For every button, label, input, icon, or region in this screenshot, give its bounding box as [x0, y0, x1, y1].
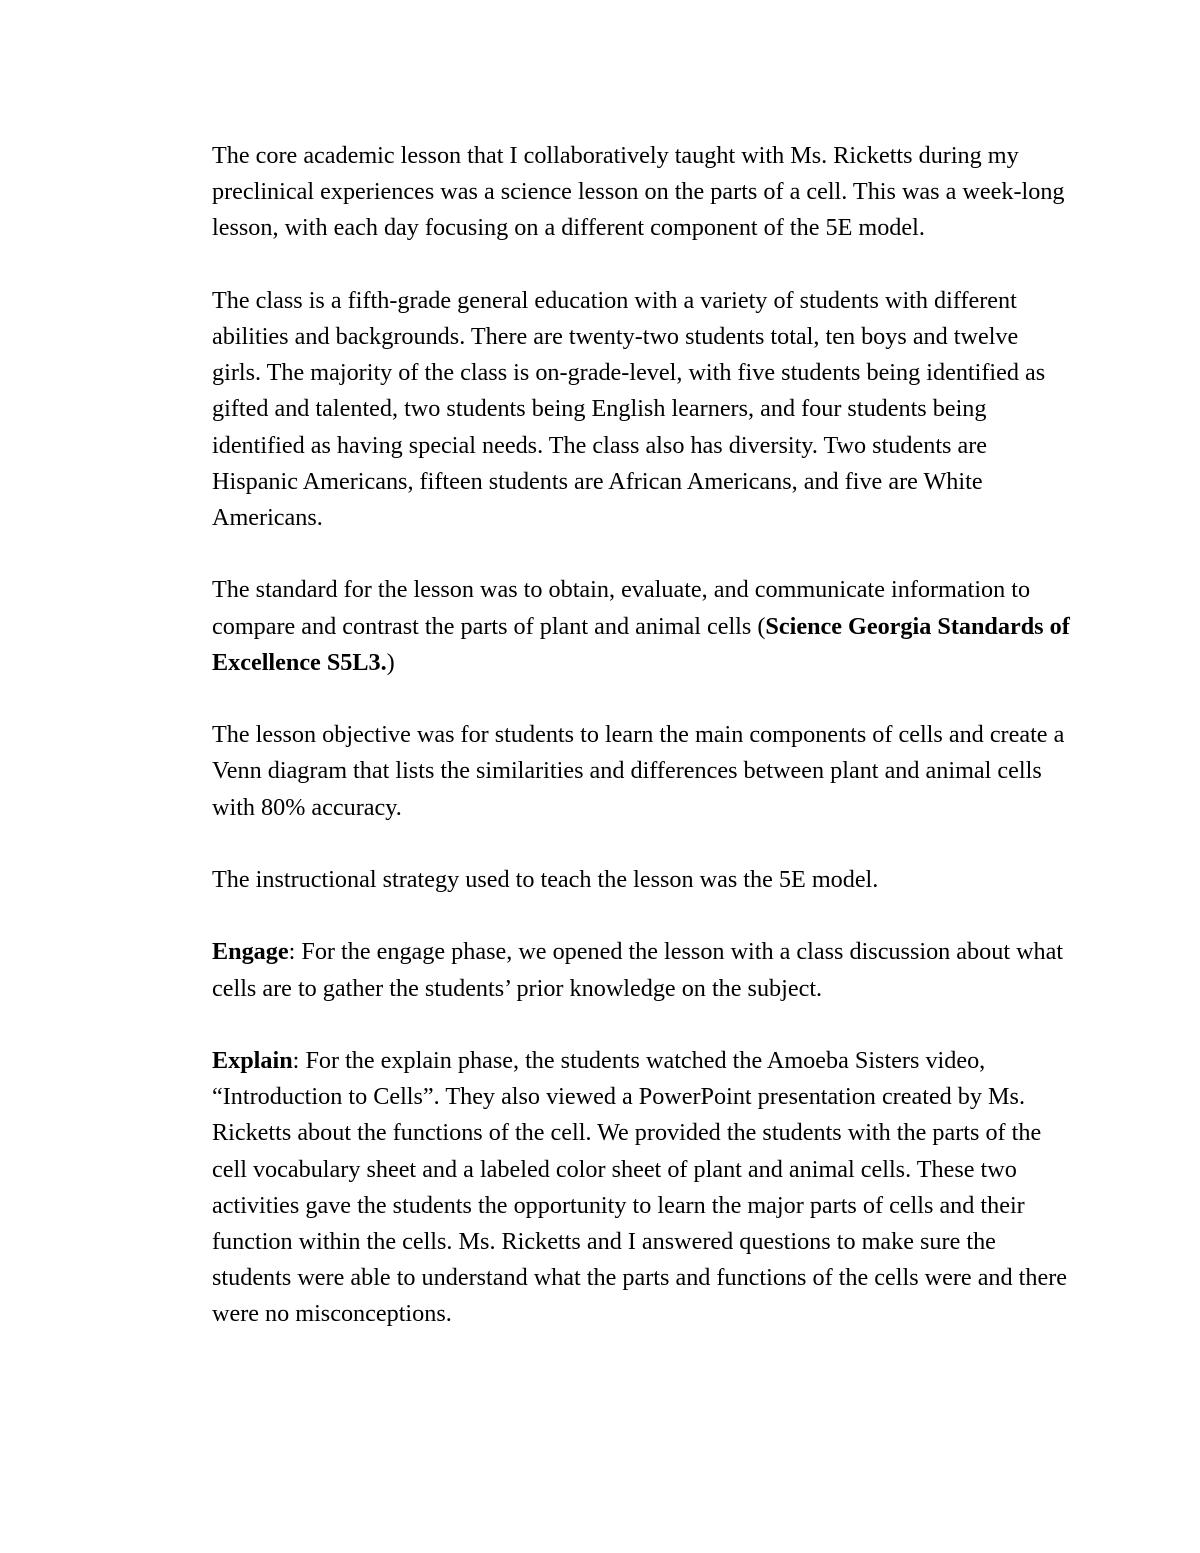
paragraph-objective	[212, 717, 1072, 826]
standard-citation: Science Georgia Standards of Excellence S5L3.	[212, 612, 1070, 676]
closing-paren: )	[386, 648, 395, 676]
paragraph-text: The class is a fifth-grade general education with a variety of students with different abilities and backgrounds. There are twenty-two students total, ten boys and twelve girls. The majority of the class is on-grade-level, with five students being identified as gifted and talented, two students being English learners, and four students being identified as having special needs. The class also has diversity. Two students are Hispanic Americans, fifteen students are African Americans, and five are White Americans.	[212, 286, 1046, 532]
paragraph-text: : For the engage phase, we opened the lesson with a class discussion about what cells are to gather the students’ prior knowledge on the subject.	[212, 938, 1064, 1002]
paragraph-explain	[212, 1043, 1072, 1333]
paragraph-text: The core academic lesson that I collaboratively taught with Ms. Ricketts during my preclinical experiences was a science lesson on the parts of a cell. This was a week-long lesson, with each day focusing on a different component of the 5E model.	[212, 142, 1065, 242]
paragraph-text: The standard for the lesson was to obtain, evaluate, and communicate information to compare and contrast the parts of plant and animal cells (	[212, 576, 1031, 640]
document-body	[212, 138, 1072, 1333]
paragraph-text: : For the explain phase, the students watched the Amoeba Sisters video, “Introduction to Cells”. They also viewed a PowerPoint presentation created by Ms. Ricketts about the functions of the cell. We provided the students with the parts of the cell vocabulary sheet and a labeled color sheet of plant and animal cells. These two activities gave the students the opportunity to learn the major parts of cells and their function within the cells. Ms. Ricketts and I answered questions to make sure the students were able to understand what the parts and functions of the cells were and there were no misconceptions.	[212, 1046, 1068, 1328]
paragraph-engage	[212, 934, 1072, 1006]
paragraph-text: The instructional strategy used to teach the lesson was the 5E model.	[212, 866, 879, 893]
phase-label-explain: Explain	[212, 1046, 293, 1074]
paragraph-lesson-overview	[212, 138, 1072, 247]
paragraph-strategy	[212, 862, 1072, 898]
paragraph-standard	[212, 572, 1072, 681]
paragraph-class-description	[212, 283, 1072, 536]
paragraph-text: The lesson objective was for students to learn the main components of cells and create a Venn diagram that lists the similarities and differences between plant and animal cells with 80% accuracy.	[212, 721, 1065, 821]
phase-label-engage: Engage	[212, 938, 289, 966]
